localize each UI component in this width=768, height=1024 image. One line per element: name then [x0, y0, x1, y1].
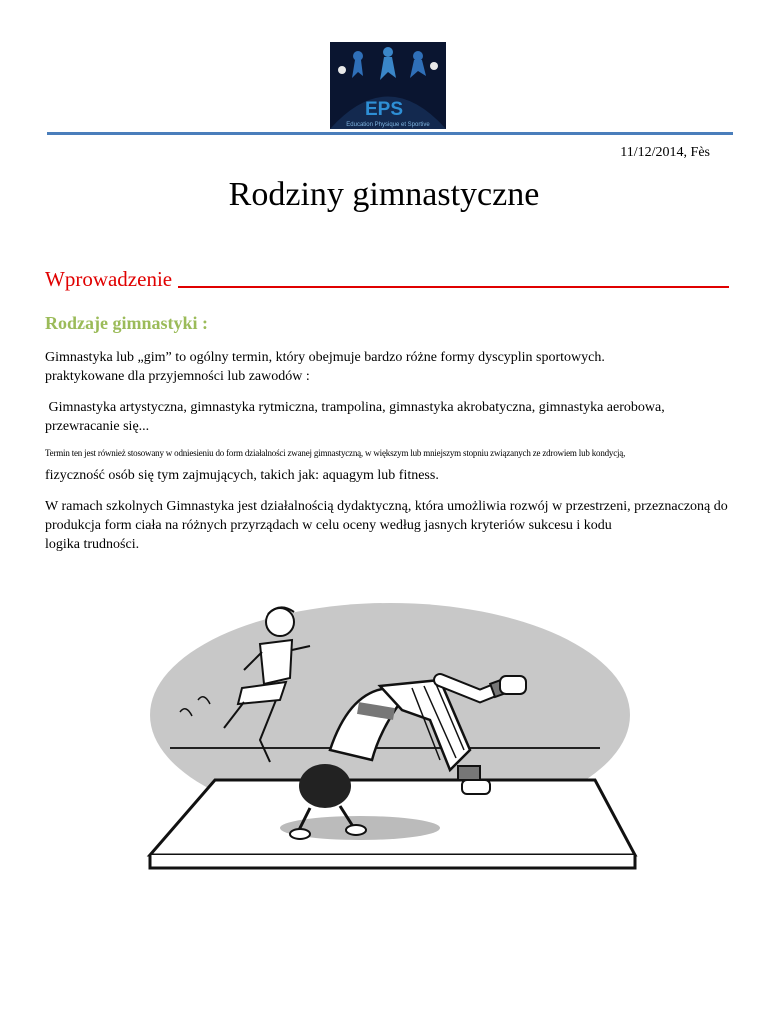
section-heading: Wprowadzenie: [45, 267, 173, 291]
paragraph-types: Gimnastyka artystyczna, gimnastyka rytmiczna, trampolina, gimnastyka akrobatyczna, gimnastyka aerobowa, przewracanie się...: [45, 400, 669, 434]
logo-text: EPS: [365, 99, 404, 120]
subheading: Rodzaje gimnastyki :: [45, 313, 208, 333]
paragraph-term-small: Termin ten jest również stosowany w odniesieniu do form działalności zwanej gimnastyczną, w większym lub mniejszym stopniu związanych ze zdrowiem lub kondycją,: [45, 448, 626, 458]
eps-logo: [330, 42, 446, 129]
paragraph-line: logika trudności.: [45, 537, 140, 552]
paragraph-line: W ramach szkolnych Gimnastyka jest działalnością dydaktyczną, która umożliwia rozwój w przestrzeni, przeznaczoną do: [45, 499, 728, 514]
paragraph-term-continued: fizyczność osób się tym zajmujących, takich jak: aquagym lub fitness.: [45, 468, 439, 483]
section-underline: [178, 286, 729, 288]
logo-subtitle: Education Physique et Sportive: [346, 122, 430, 128]
paragraph-line: praktykowane dla przyjemności lub zawodów :: [45, 369, 310, 384]
paragraph-intro: [45, 348, 735, 386]
paragraph-line: produkcja form ciała na różnych przyrządach w celu oceny według jasnych kryteriów sukcesu i kodu: [45, 518, 612, 533]
gymnastics-illustration: [140, 600, 640, 885]
date-location: 11/12/2014, Fès: [620, 145, 710, 160]
paragraph-line: Gimnastyka lub „gim” to ogólny termin, który obejmuje bardzo różne formy dyscyplin sportowych.: [45, 350, 605, 365]
paragraph-school: [45, 497, 735, 554]
header-rule: [47, 132, 733, 135]
page-title: Rodziny gimnastyczne: [228, 176, 540, 213]
